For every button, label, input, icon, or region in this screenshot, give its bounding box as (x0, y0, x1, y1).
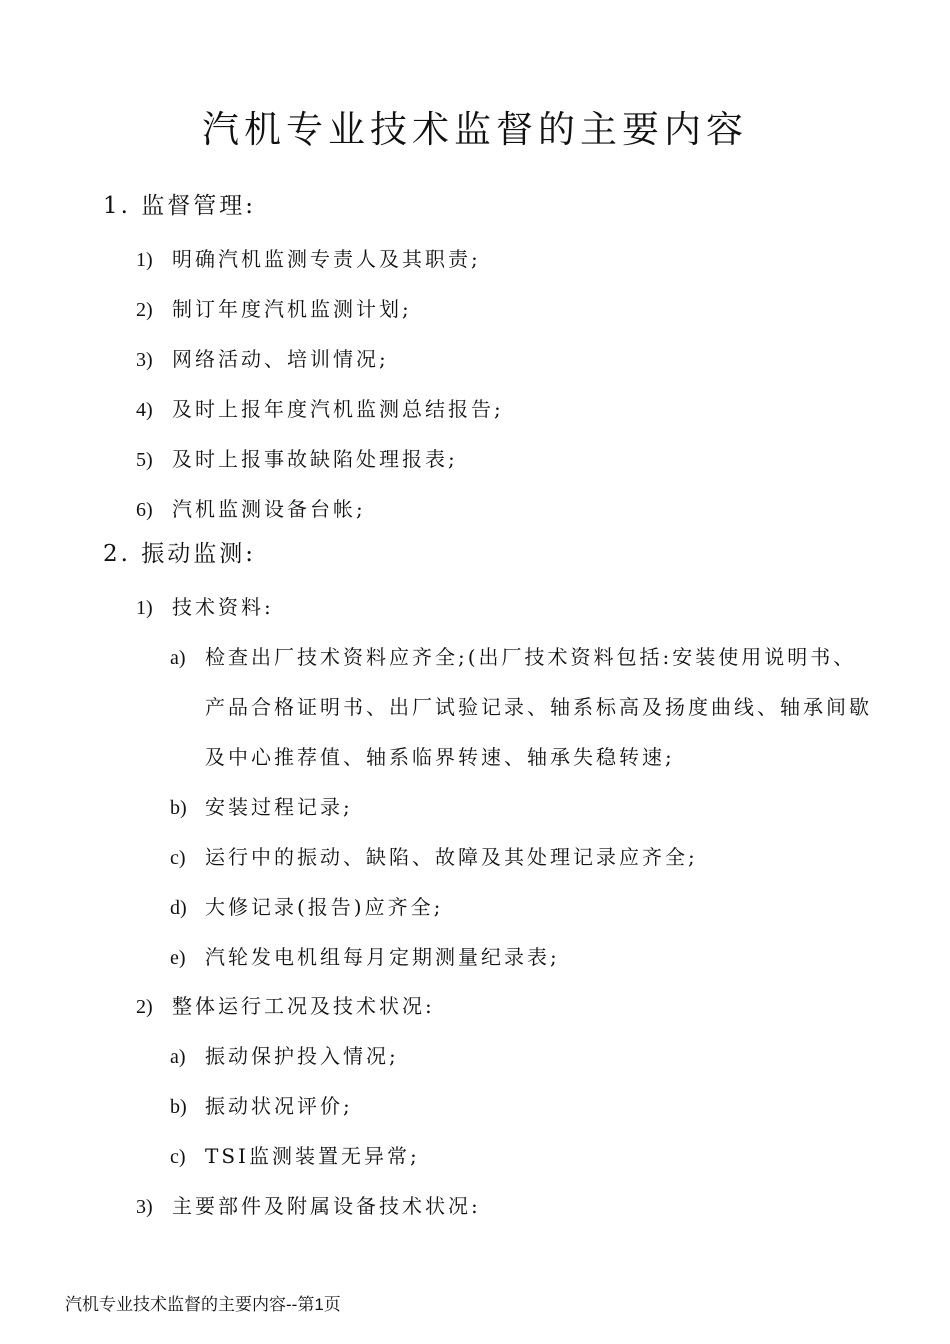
item-text: 明确汽机监测专责人及其职责; (172, 247, 481, 271)
sub-item (170, 794, 353, 821)
sub-item (170, 1143, 420, 1170)
item-text: 网络活动、培训情况; (172, 347, 389, 371)
sub-item-text: 汽轮发电机组每月定期测量纪录表; (205, 945, 560, 969)
section-number: 1. (103, 193, 131, 219)
section-2-heading (103, 541, 256, 567)
item-number: 3) (136, 1196, 153, 1218)
item-text: 技术资料: (172, 595, 274, 619)
item-text: 主要部件及附属设备技术状况: (172, 1194, 481, 1218)
list-item (136, 296, 412, 323)
sub-item-text: 振动保护投入情况; (205, 1044, 399, 1068)
sub-item-letter: e) (170, 947, 186, 969)
sub-item-text: 安装过程记录; (205, 795, 353, 819)
item-number: 1) (136, 249, 153, 271)
item-number: 6) (136, 499, 153, 521)
sub-item-letter: b) (170, 797, 187, 819)
item-number: 4) (136, 399, 153, 421)
sub-item-text: 大修记录(报告)应齐全; (205, 895, 444, 919)
item-number: 2) (136, 996, 153, 1018)
sub-item (170, 1043, 399, 1070)
sub-item (170, 1093, 353, 1120)
section-number: 2. (103, 541, 131, 567)
sub-item-text: TSI监测装置无异常; (205, 1144, 420, 1168)
section-title: 监督管理: (141, 193, 257, 219)
item-text: 制订年度汽机监测计划; (172, 297, 412, 321)
section-1-heading (103, 193, 256, 219)
sub-item (170, 894, 443, 921)
sub-item (170, 644, 856, 671)
item-number: 3) (136, 349, 153, 371)
sub-item-continuation: 及中心推荐值、轴系临界转速、轴承失稳转速; (205, 745, 675, 769)
sub-item-text: 振动状况评价; (205, 1094, 353, 1118)
sub-item-letter: c) (170, 1146, 186, 1168)
item-text: 及时上报年度汽机监测总结报告; (172, 397, 504, 421)
item-number: 1) (136, 597, 153, 619)
item-text: 整体运行工况及技术状况: (172, 994, 435, 1018)
sub-item-text: 检查出厂技术资料应齐全;(出厂技术资料包括:安装使用说明书、 (205, 645, 857, 669)
list-item (136, 346, 389, 373)
sub-item-letter: a) (170, 647, 186, 669)
list-item (136, 993, 435, 1020)
item-number: 5) (136, 449, 153, 471)
list-item (136, 246, 481, 273)
item-number: 2) (136, 299, 153, 321)
page-footer: 汽机专业技术监督的主要内容--第1页 (65, 1295, 341, 1314)
sub-item-letter: b) (170, 1096, 187, 1118)
sub-item (170, 944, 560, 971)
item-text: 及时上报事故缺陷处理报表; (172, 447, 458, 471)
sub-item-letter: c) (170, 847, 186, 869)
sub-item-letter: d) (170, 897, 187, 919)
list-item (136, 496, 366, 523)
section-title: 振动监测: (141, 541, 257, 567)
list-item (136, 1193, 481, 1220)
list-item (136, 446, 458, 473)
sub-item-letter: a) (170, 1046, 186, 1068)
sub-item-text: 运行中的振动、缺陷、故障及其处理记录应齐全; (205, 845, 698, 869)
list-item (136, 396, 504, 423)
sub-item (170, 844, 698, 871)
list-item (136, 594, 274, 621)
item-text: 汽机监测设备台帐; (172, 497, 366, 521)
sub-item-continuation: 产品合格证明书、出厂试验记录、轴系标高及扬度曲线、轴承间歇 (205, 695, 872, 719)
page-title: 汽机专业技术监督的主要内容 (202, 108, 748, 151)
